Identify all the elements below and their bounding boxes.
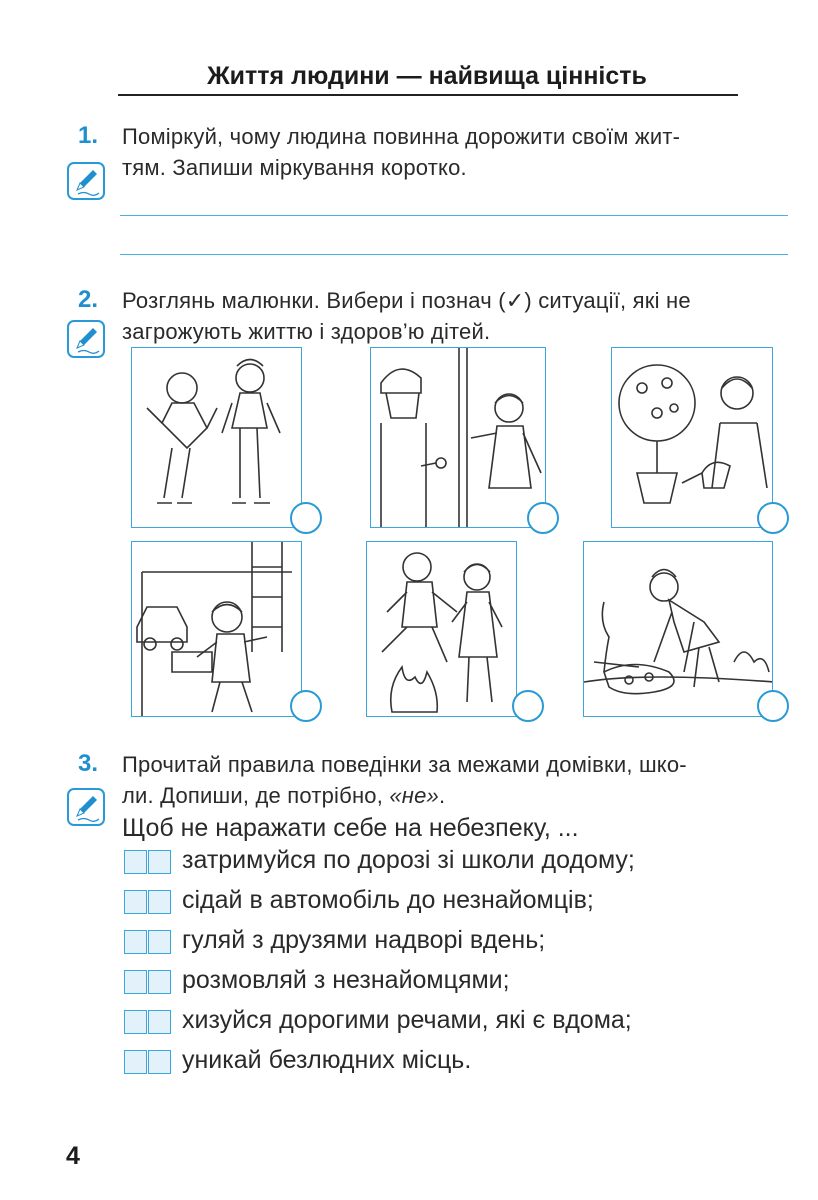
pencil-write-icon xyxy=(67,788,105,826)
rule-item xyxy=(124,966,764,998)
task-1-text-line2: тям. Запиши міркування коротко. xyxy=(122,155,467,180)
task-3-text-line1: Прочитай правила поведінки за межами домівки, шко- xyxy=(122,752,687,777)
rule-text: гуляй з друзями надворі вдень; xyxy=(182,926,546,954)
rules-intro: Щоб не наражати себе на небезпеку, ... xyxy=(122,814,579,842)
letter-box[interactable] xyxy=(124,930,147,954)
letter-box[interactable] xyxy=(148,1010,171,1034)
letter-box[interactable] xyxy=(148,1050,171,1074)
task-2-text-line2: загрожують життю і здоров’ю дітей. xyxy=(122,319,491,344)
picture-boy-near-car xyxy=(131,541,302,717)
title-underline xyxy=(118,94,738,96)
picture-girl-watering-plant xyxy=(611,347,773,528)
task-2-text-line1: Розглянь малюнки. Вибери і познач (✓) ситуації, які не xyxy=(122,288,691,313)
pencil-write-icon xyxy=(67,162,105,200)
answer-circle[interactable] xyxy=(757,690,789,722)
letter-box[interactable] xyxy=(124,890,147,914)
letter-box[interactable] xyxy=(124,1050,147,1074)
letter-box[interactable] xyxy=(124,850,147,874)
page-number: 4 xyxy=(66,1142,80,1170)
letter-box[interactable] xyxy=(124,1010,147,1034)
answer-circle[interactable] xyxy=(290,502,322,534)
answer-circle[interactable] xyxy=(757,502,789,534)
pencil-write-icon xyxy=(67,320,105,358)
page-title: Життя людини — найвища цінність xyxy=(207,62,647,90)
rule-item xyxy=(124,1046,764,1078)
task-3-text-ne: «не» xyxy=(389,783,439,808)
rule-item xyxy=(124,886,764,918)
picture-stranger-at-door xyxy=(370,347,546,528)
rule-text: розмовляй з незнайомцями; xyxy=(182,966,510,994)
rule-item xyxy=(124,846,764,878)
letter-box[interactable] xyxy=(148,930,171,954)
answer-circle[interactable] xyxy=(527,502,559,534)
letter-box[interactable] xyxy=(124,970,147,994)
rule-text: сідай в автомобіль до незнайомців; xyxy=(182,886,594,914)
letter-box[interactable] xyxy=(148,890,171,914)
rule-text: затримуйся по дорозі зі школи додому; xyxy=(182,846,635,874)
letter-box[interactable] xyxy=(148,850,171,874)
task-3-number: 3. xyxy=(78,750,99,777)
task-3-text-line2-end: . xyxy=(438,783,446,808)
task-3-text-line2 xyxy=(122,780,445,811)
answer-circle[interactable] xyxy=(512,690,544,722)
task-1-text-line1: Поміркуй, чому людина повинна дорожити своїм жит- xyxy=(122,124,681,149)
picture-kids-jumping-over-fire xyxy=(366,541,517,717)
answer-line-1[interactable] xyxy=(120,215,788,216)
rule-item xyxy=(124,926,764,958)
task-3-text-line2-start: ли. Допиши, де потрібно, xyxy=(122,783,390,808)
answer-line-2[interactable] xyxy=(120,254,788,255)
picture-girl-near-spill xyxy=(583,541,773,717)
answer-circle[interactable] xyxy=(290,690,322,722)
letter-box[interactable] xyxy=(148,970,171,994)
task-1-number: 1. xyxy=(78,122,99,149)
picture-kids-exercising xyxy=(131,347,302,528)
rule-item xyxy=(124,1006,764,1038)
rule-text: уникай безлюдних місць. xyxy=(182,1046,472,1074)
task-2-number: 2. xyxy=(78,286,99,313)
rule-text: хизуйся дорогими речами, які є вдома; xyxy=(182,1006,632,1034)
